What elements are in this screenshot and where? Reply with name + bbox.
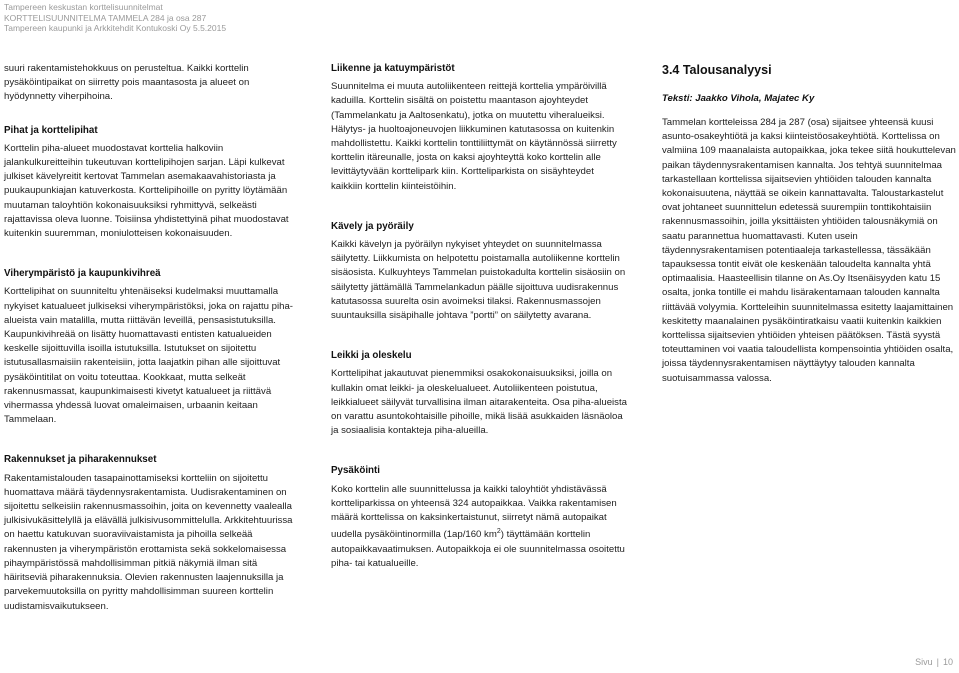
page-label: Sivu <box>915 657 933 667</box>
paragraph-pihat: Korttelin piha-alueet muodostavat korttelia halkoviin jalankulkureitteihin tukeutuvan korttelipihojen sarjan. Läpi kulkevat julkiset kävelyreitit kertovat Tammelan asemakaavahistoriasta ja puukaupunkiajan katuverkosta. Korttelipihoille on pyritty löytämään muutaman taloyhtiön kokonaisuuksiksi ryhmittyvä, selkeästi rajattavissa oleva luonne. Toisiinsa yhdistettyinä pihat muodostavat kuitenkin suuremman, moniulotteisen kokonaisuuden. <box>4 142 289 240</box>
superscript-2: 2 <box>496 528 501 536</box>
paragraph-leikki: Korttelipihat jakautuvat pienemmiksi osakokonaisuuksiksi, joilla on kullakin omat leikki- ja oleskelualueet. Autoliikenteen poistutua, leikkialueet säilyvät turvallisina ilman aitarakenteita. Osa piha-alueista on varattu asuntokohtaisille pihoille, mikä lisää asukkaiden läsnäoloa ja sosiaalisia kontakteja piha-alueilla. <box>331 368 627 437</box>
column-right <box>662 62 958 386</box>
heading-leikki: Leikki ja oleskelu <box>331 350 412 362</box>
paragraph-talousanalyysi: Tammelan kortteleissa 284 ja 287 (osa) sijaitsee yhteensä kuusi asunto-osakeyhtiötä ja kaksi kiinteistöosakeyhtiötä. Korttelissa on valmiina 109 maanalaista autopaikkaa, joka tekee siitä houkuttelevan paikan täydennysrakentamisen kannalta. Jos tehtyä suunnitelmaa tarkastellaan korttelissa sijaitsevien yhtiöiden talouden kannalta kokonaisuutena, näyttää se oikein kannattavalta. Taloustarkastelut ovat johtaneet suunnittelun edetessä suurempiin tonttikohtaisiin rakennusmassoihin, joilla yksittäisten yhtiöiden talousnäkymiä on saatu parannettua huomattavasti. Kuten usein täydennysrakentamisen potentiaaleja tarkastellessa, tässäkään tapauksessa tontit eivät ole keskenään taloudelta kannalta yhtä optimaalisia. Haasteellisin tilanne on As.Oy Itsenäisyyden katu 15 osalta, jonka tontille ei mahdu lisärakentamaan talouden kannalta riittävää volyymia. Kortteleihin suunnitelmassa esitetty laajamittainen keskitetty maanalainen pysäköintiratkaisu vaatii kuitenkin kaikkien korttelissa sijaitsevien yhtiöiden yhteisen päätöksen. Tästä syystä toteuttaminen voi vaatia taloudellista kompensointia yhtiöiden osalta, joissa täydennysrakentamisen näyttäytyy talouden kannalta suotuisammassa valossa. <box>662 117 956 384</box>
paragraph-liikenne: Suunnitelma ei muuta autoliikenteen reittejä korttelia ympäröivillä kaduilla. Korttelin sisältä on poistettu maantason ajoyhteydet (Tammelankatu ja Aaltosenkatu), jotka on muutettu viheralueiksi. Hälytys- ja huoltoajoneuvojen liikkuminen katutasossa on kuitenkin mahdollistettu. Kaikki korttelin tonttiliittymät on käytännössä siirretty korttelin itäreunalle, josta on kaksi ajoyhteyttä koko korttelin alle levittäytyvään korttelipark kiin. Kortteliparkista on sisäyhteydet kaikkiin korttelin kiinteistöihin. <box>331 81 617 192</box>
column-left <box>4 62 298 614</box>
document-header <box>4 2 226 34</box>
heading-kavely: Kävely ja pyöräily <box>331 220 414 232</box>
intro-paragraph: suuri rakentamistehokkuus on perusteltua. Kaikki korttelin pysäköintipaikat on siirretty pois maantasosta ja alueet on hyödynnetty viherpihoina. <box>4 63 250 103</box>
header-line-1: Tampereen keskustan korttelisuunnitelmat <box>4 2 163 12</box>
heading-rakennukset: Rakennukset ja piharakennukset <box>4 454 157 466</box>
page-number: 10 <box>942 657 953 667</box>
header-line-3: Tampereen kaupunki ja Arkkitehdit Kontukoski Oy 5.5.2015 <box>4 23 227 33</box>
pysakointi-text-a: Koko korttelin alle suunnittelussa ja kaikki taloyhtiöt yhdistävässä kortteliparkissa on yhteensä 324 autopaikkaa. Vaikka rakentamisen määrä korttelissa on kaksinkertaistunut, siirretyt nämä autopaikat uudella pysäköintinormilla (1ap/160 km <box>331 483 617 541</box>
author-line: Teksti: Jaakko Vihola, Majatec Ky <box>662 93 815 104</box>
section-title: 3.4 Talousanalyysi <box>662 63 772 77</box>
pysakointi-text-b: ) täyttämään korttelin autopaikkavaatimuksen. Autopaikkoja ei ole suunnitelmassa osoitettu piha- tai katualueille. <box>331 529 625 569</box>
column-middle <box>331 62 627 571</box>
heading-pihat: Pihat ja korttelipihat <box>4 124 98 136</box>
heading-pysakointi: Pysäköinti <box>331 465 381 477</box>
heading-viherymparisto: Viherympäristö ja kaupunkivihreä <box>4 268 161 280</box>
paragraph-viherymparisto: Korttelipihat on suunniteltu yhtenäiseksi kudelmaksi muuttamalla nykyiset katualueet julkiseksi viherympäristöksi, joka on rajattu piha-alueista vain matalilla, mutta riittävän leveillä, pensasistutuksilla. Kaupunkivihreää on lisätty huomattavasti entisten katualueiden keskelle sijoittuvilla isoilla istutuksilla. Istutukset on sijoitettu istutusallasmaisiin rakenteisiin, jotta laajatkin pihan alle sijoittuvat pysäköintitilat on voitu toteuttaa. Kookkaat, mutta selkeät rakennusmassat, kaupunkimaisesti kivetyt katualueet ja riittävä vihermassa yhdessä luovat omaleimaisen, urbaanin keitaan Tammelaan. <box>4 286 294 426</box>
page-footer: Sivu | 10 <box>915 657 953 667</box>
paragraph-pysakointi <box>331 483 627 571</box>
heading-liikenne: Liikenne ja katuympäristöt <box>331 63 455 74</box>
paragraph-kavely: Kaikki kävelyn ja pyöräilyn nykyiset yhteydet on suunnitelmassa säilytetty. Liikkumista on helpotettu poistamalla autoliikenne korttelin sisäosista. Kulkuyhteys Tammelan puistokadulta korttelin sisäosiin on säilytetty jättämällä Tammelankadun päälle sijoittuva uudisrakennus katutasossa suurelta osin avoimeksi tilaksi. Rakennusmassojen suuntauksilla sisäpihalle johtava ”portti” on säilytetty avarana. <box>331 239 626 322</box>
paragraph-rakennukset: Rakentamistalouden tasapainottamiseksi kortteliin on sijoitettu huomattava määrä täydennysrakentamista. Uudisrakentaminen on sijoitettu selkeisiin rakennusmassoihin, joita on kevennetty vaalealla julkisivukäsittelyllä ja elävällä julkisivusommittelulla. Arkkitehtuurissa on haettu katukuvan suoraviivaistamista ja pihoilla selkeää rakennusten ja viherympäristön erottamista sekä sokkelomaisessa pihaympäristössä mahdollisimman pitkiä näkymiä ilman sitä häiritseviä piharakennuksia. Olevien rakennusten laajennuksilla ja parvekemuutoksilla on pyritty mahdollisimman suureen korttelin uudistamisvaikutukseen. <box>4 472 293 612</box>
header-line-2: KORTTELISUUNNITELMA TAMMELA 284 ja osa 287 <box>4 12 207 23</box>
